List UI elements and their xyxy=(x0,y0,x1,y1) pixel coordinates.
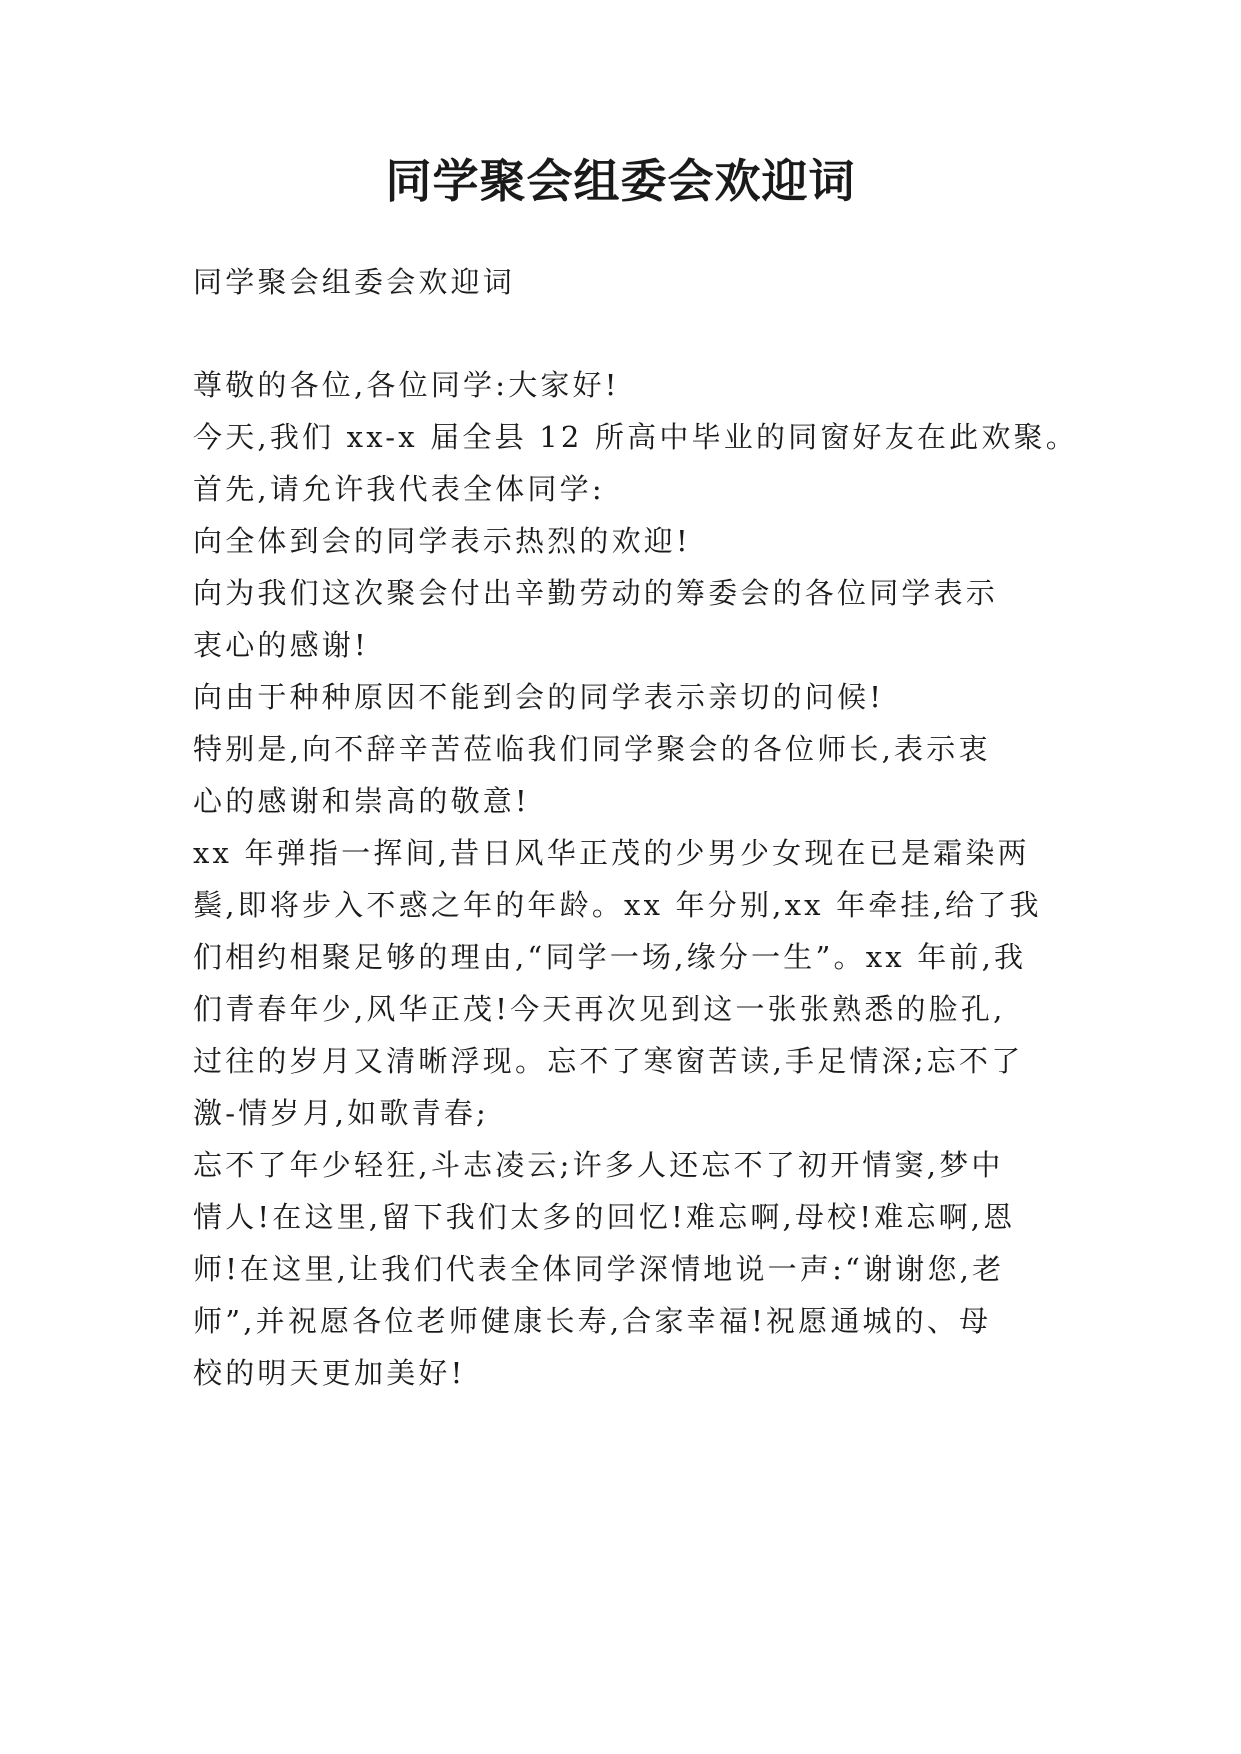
paragraph-line: 向全体到会的同学表示热烈的欢迎! xyxy=(193,524,691,558)
paragraph-line: 向为我们这次聚会付出辛勤劳动的筹委会的各位同学表示 xyxy=(193,576,999,610)
paragraph-line: 衷心的感谢! xyxy=(193,628,369,662)
paragraph-line: 鬓,即将步入不惑之年的年龄。xx 年分别,xx 年牵挂,给了我 xyxy=(193,888,1042,922)
paragraph-line: 今天,我们 xx-x 届全县 12 所高中毕业的同窗好友在此欢聚。 xyxy=(193,420,1078,454)
paragraph-line: 心的感谢和崇高的敬意! xyxy=(193,784,530,818)
paragraph-line: xx 年弹指一挥间,昔日风华正茂的少男少女现在已是霜染两 xyxy=(193,836,1030,870)
paragraph-line: 情人!在这里,留下我们太多的回忆!难忘啊,母校!难忘啊,恩 xyxy=(193,1200,1016,1234)
paragraph-line: 校的明天更加美好! xyxy=(193,1356,466,1390)
paragraph-line: 向由于种种原因不能到会的同学表示亲切的问候! xyxy=(193,680,885,714)
document-title: 同学聚会组委会欢迎词 xyxy=(385,154,856,208)
paragraph-line: 激-情岁月,如歌青春; xyxy=(193,1096,489,1130)
document-subtitle: 同学聚会组委会欢迎词 xyxy=(193,265,516,299)
paragraph-line: 过往的岁月又清晰浮现。忘不了寒窗苦读,手足情深;忘不了 xyxy=(193,1044,1024,1078)
paragraph-line: 师!在这里,让我们代表全体同学深情地说一声:“谢谢您,老 xyxy=(193,1252,1005,1286)
paragraph-line: 特别是,向不辞辛苦莅临我们同学聚会的各位师长,表示衷 xyxy=(193,732,991,766)
paragraph-line: 尊敬的各位,各位同学:大家好! xyxy=(193,368,620,402)
paragraph-line: 首先,请允许我代表全体同学: xyxy=(193,472,605,506)
paragraph-line: 忘不了年少轻狂,斗志凌云;许多人还忘不了初开情窦,梦中 xyxy=(193,1148,1004,1182)
paragraph-line: 师”,并祝愿各位老师健康长寿,合家幸福!祝愿通城的、母 xyxy=(193,1304,992,1338)
paragraph-line: 们青春年少,风华正茂!今天再次见到这一张张熟悉的脸孔, xyxy=(193,992,1006,1026)
paragraph-line: 们相约相聚足够的理由,“同学一场,缘分一生”。xx 年前,我 xyxy=(193,940,1027,974)
